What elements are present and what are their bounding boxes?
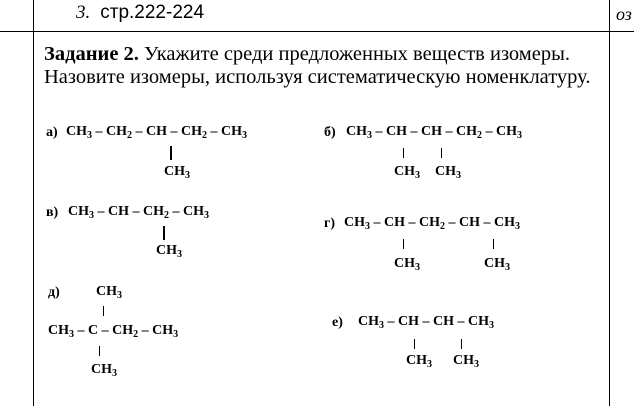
structure-a-substituent: $CH_3$ xyxy=(164,164,190,181)
structure-d-bond-top xyxy=(103,306,104,316)
structure-g-bond-2 xyxy=(493,239,494,249)
structure-a-label: а) xyxy=(46,125,58,140)
list-item-text: стр.222-224 xyxy=(100,2,205,23)
structure-v-bond xyxy=(163,226,165,240)
structure-g-label: г) xyxy=(324,216,336,231)
table-row-divider xyxy=(0,31,634,32)
structure-v-substituent: $CH_3$ xyxy=(156,243,182,260)
task-text: Укажите среди предложенных веществ изомеры. Назовите изомеры, используя систематическую номенклатуру. xyxy=(44,43,591,88)
structure-b-bond-2 xyxy=(441,148,442,158)
structure-d-main-chain: $CH_3$ – C – $CH_2 - CH_3$ xyxy=(48,323,179,340)
structure-e-main-chain: $CH_3$ – CH – CH – $CH_3$ xyxy=(358,314,494,331)
structure-g-substituent-2: $CH_3$ xyxy=(484,256,510,273)
structure-v-main-chain: $CH_3$ – CH – $CH_2 - CH_3$ xyxy=(68,204,209,221)
table-border-right xyxy=(609,0,610,406)
list-item-3 xyxy=(76,2,204,24)
structure-g-main-chain: $CH_3$ – CH – $CH_2$ – CH – $CH_3$ xyxy=(344,215,520,232)
structure-b-label: б) xyxy=(324,125,336,140)
structure-d-top-substituent: $CH_3$ xyxy=(96,284,122,301)
list-item-number: 3. xyxy=(76,2,91,23)
structure-v-label: в) xyxy=(46,205,59,220)
task-paragraph xyxy=(44,43,604,89)
structure-b-substituent-2: $CH_3$ xyxy=(435,164,461,181)
structure-b-bond-1 xyxy=(403,148,404,158)
structure-d-bottom-substituent: $CH_3$ xyxy=(91,362,117,379)
structure-a-bond xyxy=(170,146,172,160)
structure-g-bond-1 xyxy=(403,239,404,249)
structure-e-substituent-2: $CH_3$ xyxy=(453,353,479,370)
task-title: Задание 2. xyxy=(44,43,139,65)
structure-e-label: е) xyxy=(332,315,343,330)
structure-e-bond-2 xyxy=(461,339,462,349)
structure-e-substituent-1: $CH_3$ xyxy=(406,353,432,370)
structure-b-substituent-1: $CH_3$ xyxy=(394,164,420,181)
structure-g-substituent-1: $CH_3$ xyxy=(394,256,420,273)
cropped-text-fragment: оз xyxy=(616,4,632,24)
structure-a-main-chain: $CH_3 - CH_2$ – CH – $CH_2 - CH_3$ xyxy=(66,124,247,141)
table-border-left xyxy=(33,0,34,406)
structure-d-label: д) xyxy=(48,285,60,300)
structure-b-main-chain: $CH_3$ – CH – CH – $CH_2 - CH_3$ xyxy=(346,124,522,141)
structure-e-bond-1 xyxy=(414,339,415,349)
structure-d-bond-bottom xyxy=(99,346,100,356)
